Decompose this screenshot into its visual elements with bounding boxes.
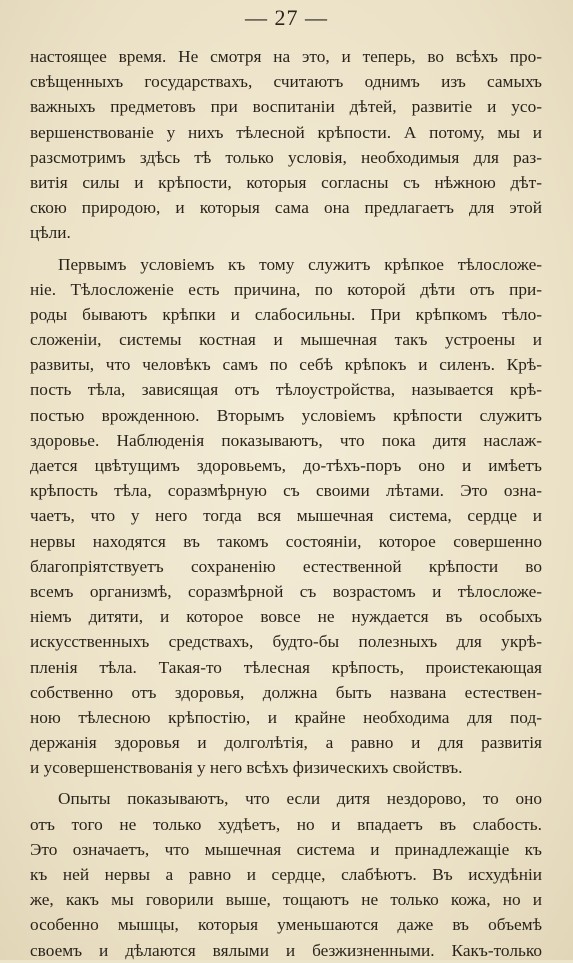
text-line: держанія здоровья и долголѣтія, а равно и для развитія: [30, 733, 542, 753]
text-line: роды бываютъ крѣпки и слабосильны. При крѣпкомъ тѣло-: [30, 304, 542, 324]
text-line: особенно мышцы, которыя уменьшаются даже въ объемѣ: [30, 915, 542, 935]
text-line: ніе. Тѣлосложеніе есть причина, по которой дѣти отъ при-: [30, 279, 542, 299]
text-line: пость тѣла, зависящая отъ тѣлоустройства, называется крѣ-: [30, 380, 542, 400]
text-line: важныхъ предметовъ при воспитаніи дѣтей, развитіе и усо-: [30, 97, 542, 117]
paragraph: [30, 252, 542, 781]
text-line: цѣли.: [30, 223, 71, 243]
text-line: свѣщенныхъ государствахъ, считаютъ однимъ изъ самыхъ: [30, 72, 542, 92]
text-line: чаетъ, что у него тогда вся мышечная система, сердце и: [30, 506, 542, 526]
text-line: нервы находятся въ такомъ состояніи, которое совершенно: [30, 531, 542, 551]
text-line: Первымъ условіемъ къ тому служитъ крѣпкое тѣлосложе-: [58, 254, 542, 274]
text-line: и усовершенствованія у него всѣхъ физическихъ свойствъ.: [30, 758, 463, 778]
text-line: ніемъ дитяти, и которое вовсе не нуждается въ особыхъ: [30, 607, 542, 627]
text-line: настоящее время. Не смотря на это, и теперь, во всѣхъ про-: [30, 47, 542, 66]
text-line: скою природою, и которыя сама она предлагаетъ для этой: [30, 198, 542, 218]
text-line: постью врожденною. Вторымъ условіемъ крѣпости служитъ: [30, 405, 542, 425]
text-line: развиты, что человѣкъ самъ по себѣ крѣпокъ и силенъ. Крѣ-: [30, 355, 542, 375]
text-line: же, какъ мы говорили выше, тощаютъ не только кожа, но и: [30, 890, 542, 910]
text-line: дается цвѣтущимъ здоровьемъ, до-тѣхъ-поръ оно и имѣетъ: [30, 456, 542, 475]
text-line: вершенствованіе у нихъ тѣлесной крѣпости. А потому, мы и: [30, 122, 542, 142]
text-line: крѣпость тѣла, соразмѣрную съ своими лѣтами. Это озна-: [30, 481, 542, 501]
text-line: сложеніи, системы костная и мышечная такъ устроены и: [30, 330, 542, 350]
text-line: здоровье. Наблюденія показываютъ, что пока дитя наслаж-: [30, 430, 542, 450]
text-line: всемъ организмѣ, соразмѣрной съ возрастомъ и тѣлосложе-: [30, 581, 542, 601]
text-line: благопріятствуетъ сохраненію естественной крѣпости во: [30, 556, 542, 576]
text-line: къ ней нервы а равно и сердце, слабѣютъ. Въ исхудѣніи: [30, 865, 542, 884]
text-line: собственно отъ здоровья, должна быть названа естествен-: [30, 682, 542, 702]
body-text: [30, 44, 542, 963]
paragraph: [30, 44, 542, 246]
paragraph: [30, 786, 542, 962]
text-line: ною тѣлесною крѣпостію, и крайне необходима для под-: [30, 707, 542, 727]
text-line: витія силы и крѣпости, которыя согласны съ нѣжною дѣт-: [30, 172, 542, 192]
text-line: своемъ и дѣлаются вялыми и безжизненными. Какъ-только: [30, 940, 542, 960]
text-line: отъ того не только худѣетъ, но и впадаетъ въ слабость.: [30, 814, 542, 834]
text-line: разсмотримъ здѣсь тѣ только условія, необходимыя для раз-: [30, 147, 542, 167]
text-line: Это означаетъ, что мышечная система и принадлежащіе къ: [30, 839, 542, 859]
text-line: пленія тѣла. Такая-то тѣлесная крѣпость, проистекающая: [30, 657, 542, 677]
text-line: искусственныхъ средствахъ, будто-бы полезныхъ для укрѣ-: [30, 632, 542, 652]
page-number: — 27 —: [245, 5, 328, 30]
text-line: Опыты показываютъ, что если дитя нездорово, то оно: [58, 789, 542, 809]
